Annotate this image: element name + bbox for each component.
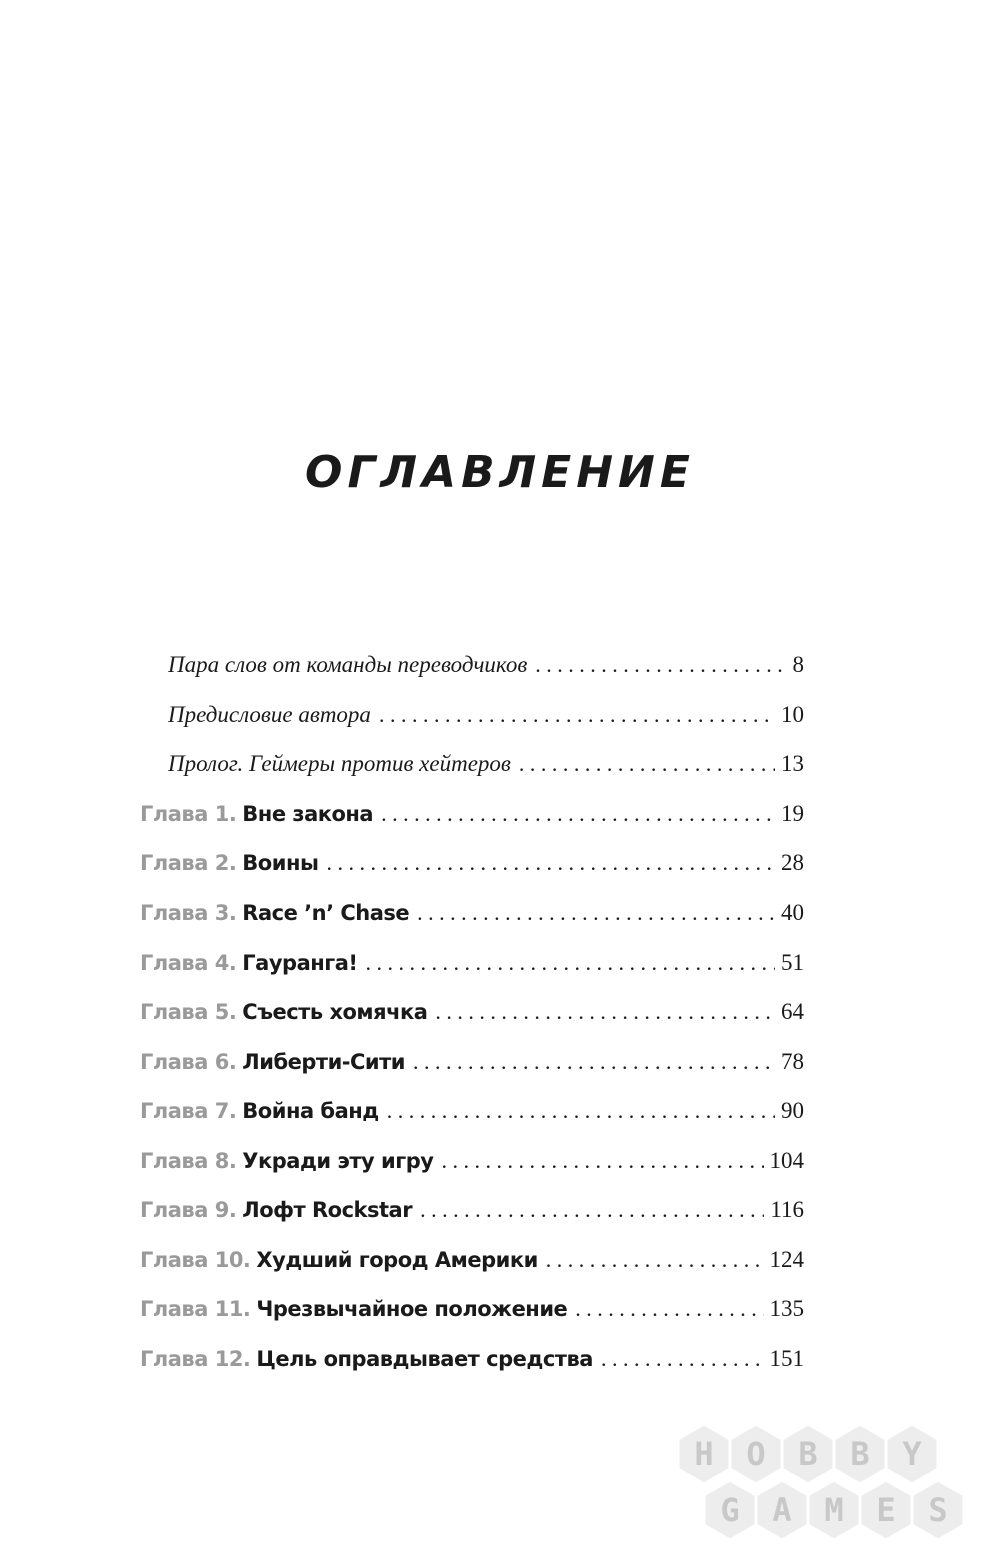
dot-leader (379, 702, 775, 728)
entry-page-number: 19 (781, 801, 804, 826)
chapter-title: Вне закона (242, 802, 374, 826)
toc-entry-chapter-4[interactable] (140, 950, 804, 986)
chapter-title: Race ’n’ Chase (242, 901, 410, 925)
entry-page-number: 40 (781, 900, 804, 925)
entry-page-number: 90 (781, 1098, 804, 1123)
entry-page-number: 135 (769, 1296, 804, 1321)
toc-entry-chapter-7[interactable] (140, 1098, 804, 1134)
entry-page-number: 124 (769, 1247, 804, 1272)
dot-leader (365, 950, 775, 976)
watermark-letter: A (772, 1491, 792, 1529)
watermark-letter: O (746, 1435, 766, 1473)
watermark-letter: M (824, 1491, 844, 1529)
toc-entry-chapter-5[interactable] (140, 999, 804, 1035)
entry-page-number: 64 (781, 999, 804, 1024)
chapter-title: Съесть хомячка (242, 1000, 428, 1024)
hex-grid (678, 1424, 964, 1540)
toc-entry-chapter-1[interactable] (140, 801, 804, 837)
toc-entry-chapter-2[interactable] (140, 850, 804, 886)
entry-page-number: 51 (781, 950, 804, 975)
entry-page-number: 151 (769, 1346, 804, 1371)
toc-entry-prologue[interactable] (168, 751, 804, 787)
toc-entry-chapter-9[interactable] (140, 1197, 804, 1233)
entry-page-number: 13 (781, 751, 804, 776)
dot-leader (420, 1197, 764, 1223)
entry-page-number: 8 (792, 652, 804, 677)
watermark-letter: G (720, 1491, 740, 1529)
chapter-title: Гауранга! (242, 951, 358, 975)
chapter-title: Чрезвычайное положение (256, 1297, 568, 1321)
dot-leader (435, 999, 775, 1025)
hobby-games-watermark-logo (672, 1420, 982, 1548)
toc-entry-chapter-10[interactable] (140, 1247, 804, 1283)
chapter-label: Глава 1. (140, 802, 237, 826)
dot-leader (413, 1049, 775, 1075)
chapter-label: Глава 9. (140, 1198, 237, 1222)
entry-page-number: 28 (781, 850, 804, 875)
chapter-label: Глава 6. (140, 1050, 237, 1074)
toc-entry-chapter-11[interactable] (140, 1296, 804, 1332)
dot-leader (601, 1346, 764, 1372)
toc-heading: ОГЛАВЛЕНИЕ (305, 447, 695, 498)
toc-entry-chapter-8[interactable] (140, 1148, 804, 1184)
chapter-label: Глава 8. (140, 1149, 237, 1173)
dot-leader (326, 850, 775, 876)
chapter-title: Лофт Rockstar (242, 1198, 413, 1222)
toc-entry-chapter-12[interactable] (140, 1346, 804, 1382)
chapter-label: Глава 2. (140, 851, 237, 875)
dot-leader (519, 751, 775, 777)
dot-leader (417, 900, 775, 926)
entry-page-number: 104 (769, 1148, 804, 1173)
entry-page-number: 116 (770, 1197, 804, 1222)
watermark-letter: S (928, 1491, 948, 1529)
entry-title: Пара слов от команды переводчиков (168, 652, 528, 677)
chapter-label: Глава 5. (140, 1000, 237, 1024)
watermark-letter: Y (902, 1435, 922, 1473)
chapter-label: Глава 10. (140, 1248, 251, 1272)
toc-entry-chapter-6[interactable] (140, 1049, 804, 1085)
toc-entry-author-preface[interactable] (168, 702, 804, 738)
toc-entry-chapter-3[interactable] (140, 900, 804, 936)
chapter-label: Глава 7. (140, 1099, 237, 1123)
chapter-label: Глава 4. (140, 951, 237, 975)
toc-entry-translators-note[interactable] (168, 652, 804, 688)
chapter-label: Глава 11. (140, 1297, 251, 1321)
chapter-label: Глава 3. (140, 901, 237, 925)
entry-page-number: 78 (781, 1049, 804, 1074)
chapter-title: Укради эту игру (242, 1149, 434, 1173)
watermark-letter: E (876, 1491, 896, 1529)
entry-title: Предисловие автора (168, 702, 371, 727)
entry-title: Пролог. Геймеры против хейтеров (168, 751, 511, 776)
dot-leader (575, 1296, 763, 1322)
chapter-title: Цель оправдывает средства (256, 1347, 593, 1371)
watermark-letter: H (694, 1435, 714, 1473)
dot-leader (381, 801, 775, 827)
chapter-title: Воины (242, 851, 319, 875)
dot-leader (441, 1148, 763, 1174)
entry-page-number: 10 (781, 702, 804, 727)
chapter-title: Либерти-Сити (242, 1050, 406, 1074)
chapter-title: Война банд (242, 1099, 379, 1123)
watermark-letter: B (850, 1435, 870, 1473)
dot-leader (535, 652, 786, 678)
chapter-label: Глава 12. (140, 1347, 251, 1371)
watermark-letter: B (798, 1435, 818, 1473)
dot-leader (387, 1098, 775, 1124)
dot-leader (546, 1247, 764, 1273)
chapter-title: Худший город Америки (256, 1248, 538, 1272)
